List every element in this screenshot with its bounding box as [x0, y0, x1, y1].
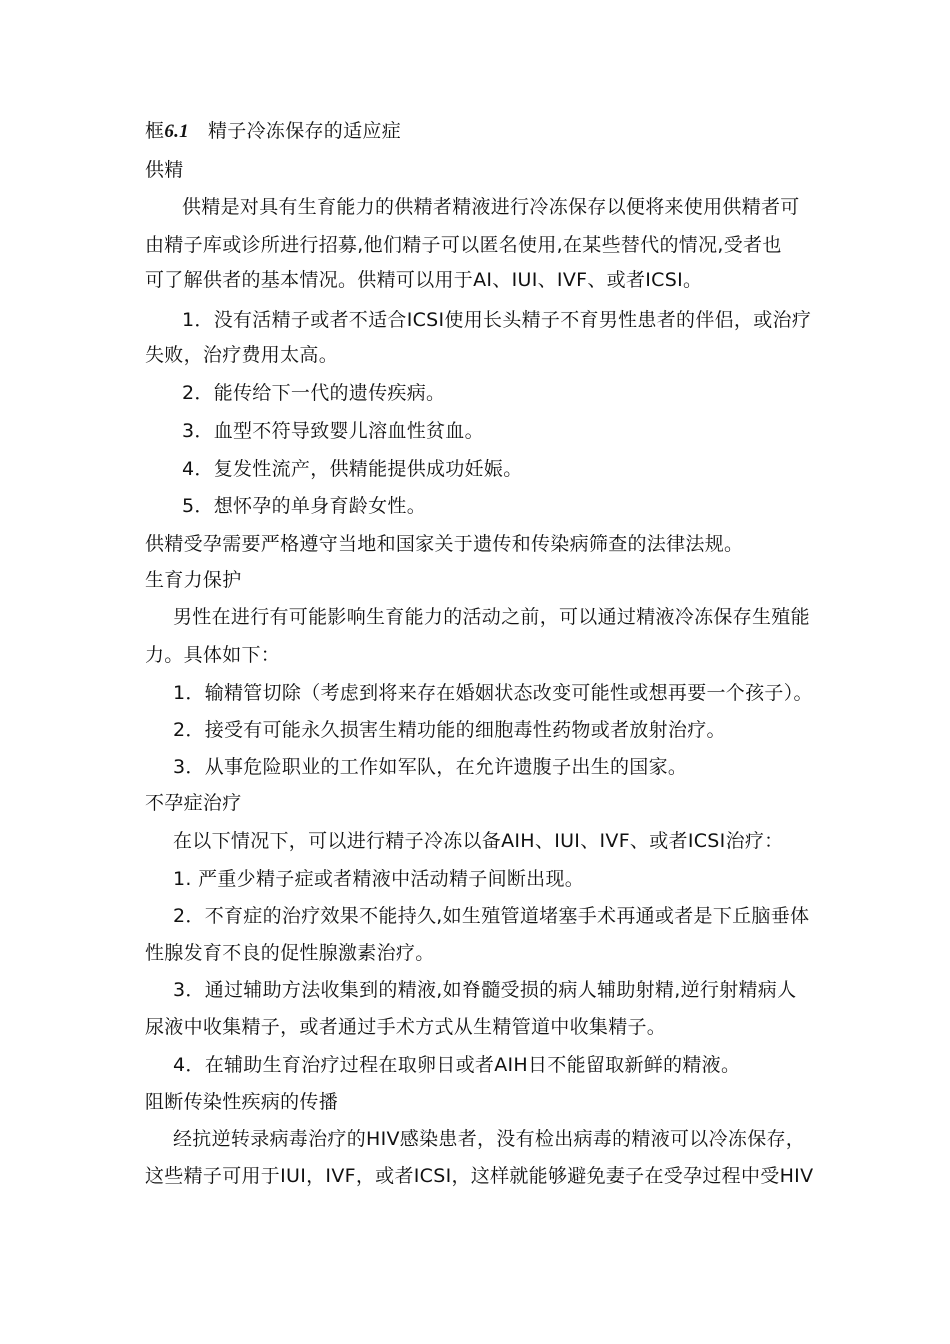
paragraph-line: 供精受孕需要严格遵守当地和国家关于遗传和传染病筛查的法律法规。 [145, 533, 744, 555]
paragraph-line: 力。具体如下： [145, 644, 281, 666]
list-item: 2．能传给下一代的遗传疾病。 [182, 382, 446, 404]
paragraph-line: 经抗逆转录病毒治疗的HIV感染患者，没有检出病毒的精液可以冷冻保存， [173, 1128, 806, 1150]
list-item: 4．复发性流产，供精能提供成功妊娠。 [182, 458, 523, 480]
list-item: 3．通过辅助方法收集到的精液,如脊髓受损的病人辅助射精,逆行射精病人 [173, 979, 797, 1001]
list-item: 4．在辅助生育治疗过程在取卵日或者AIH日不能留取新鲜的精液。 [173, 1054, 741, 1076]
box-title [145, 118, 401, 145]
paragraph-line: 供精是对具有生育能力的供精者精液进行冷冻保存以便将来使用供精者可 [182, 196, 800, 218]
list-item: 1．输精管切除（考虑到将来存在婚姻状态改变可能性或想再要一个孩子）。 [173, 682, 813, 704]
paragraph-line: 由精子库或诊所进行招募,他们精子可以匿名使用,在某些替代的情况,受者也 [145, 234, 782, 256]
paragraph-line: 这些精子可用于IUI，IVF，或者ICSI，这样就能够避免妻子在受孕过程中受HIV [145, 1165, 814, 1187]
box-title-number: 6.1 [164, 121, 189, 142]
paragraph-line: 男性在进行有可能影响生育能力的活动之前，可以通过精液冷冻保存生殖能 [173, 606, 810, 628]
list-item: 2．不育症的治疗效果不能持久,如生殖管道堵塞手术再通或者是下丘脑垂体 [173, 905, 810, 927]
list-item: 1．没有活精子或者不适合ICSI使用长头精子不育男性患者的伴侣，或治疗 [182, 309, 812, 331]
paragraph-line: 可了解供者的基本情况。供精可以用于AI、IUI、IVF、或者ICSI。 [145, 269, 703, 291]
list-item: 3．血型不符导致婴儿溶血性贫血。 [182, 420, 484, 442]
section-heading-infectious-disease: 阻断传染性疾病的传播 [145, 1091, 339, 1113]
section-heading-infertility-treatment: 不孕症治疗 [145, 792, 242, 814]
paragraph-line: 在以下情况下，可以进行精子冷冻以备AIH、IUI、IVF、或者ICSI治疗： [173, 830, 784, 852]
list-item-continuation: 性腺发育不良的促性腺激素治疗。 [145, 942, 435, 964]
list-item-continuation: 失败，治疗费用太高。 [145, 344, 339, 366]
list-item: 5．想怀孕的单身育龄女性。 [182, 495, 426, 517]
list-item: 2．接受有可能永久损害生精功能的细胞毒性药物或者放射治疗。 [173, 719, 726, 741]
list-item: 1. 严重少精子症或者精液中活动精子间断出现。 [173, 868, 585, 890]
section-heading-fertility-preservation: 生育力保护 [145, 569, 242, 591]
box-title-prefix: 框 [145, 120, 165, 142]
box-title-text: 精子冷冻保存的适应症 [208, 120, 402, 142]
list-item: 3．从事危险职业的工作如军队，在允许遗腹子出生的国家。 [173, 756, 688, 778]
section-heading-donor-sperm: 供精 [145, 159, 184, 181]
list-item-continuation: 尿液中收集精子，或者通过手术方式从生精管道中收集精子。 [145, 1016, 667, 1038]
